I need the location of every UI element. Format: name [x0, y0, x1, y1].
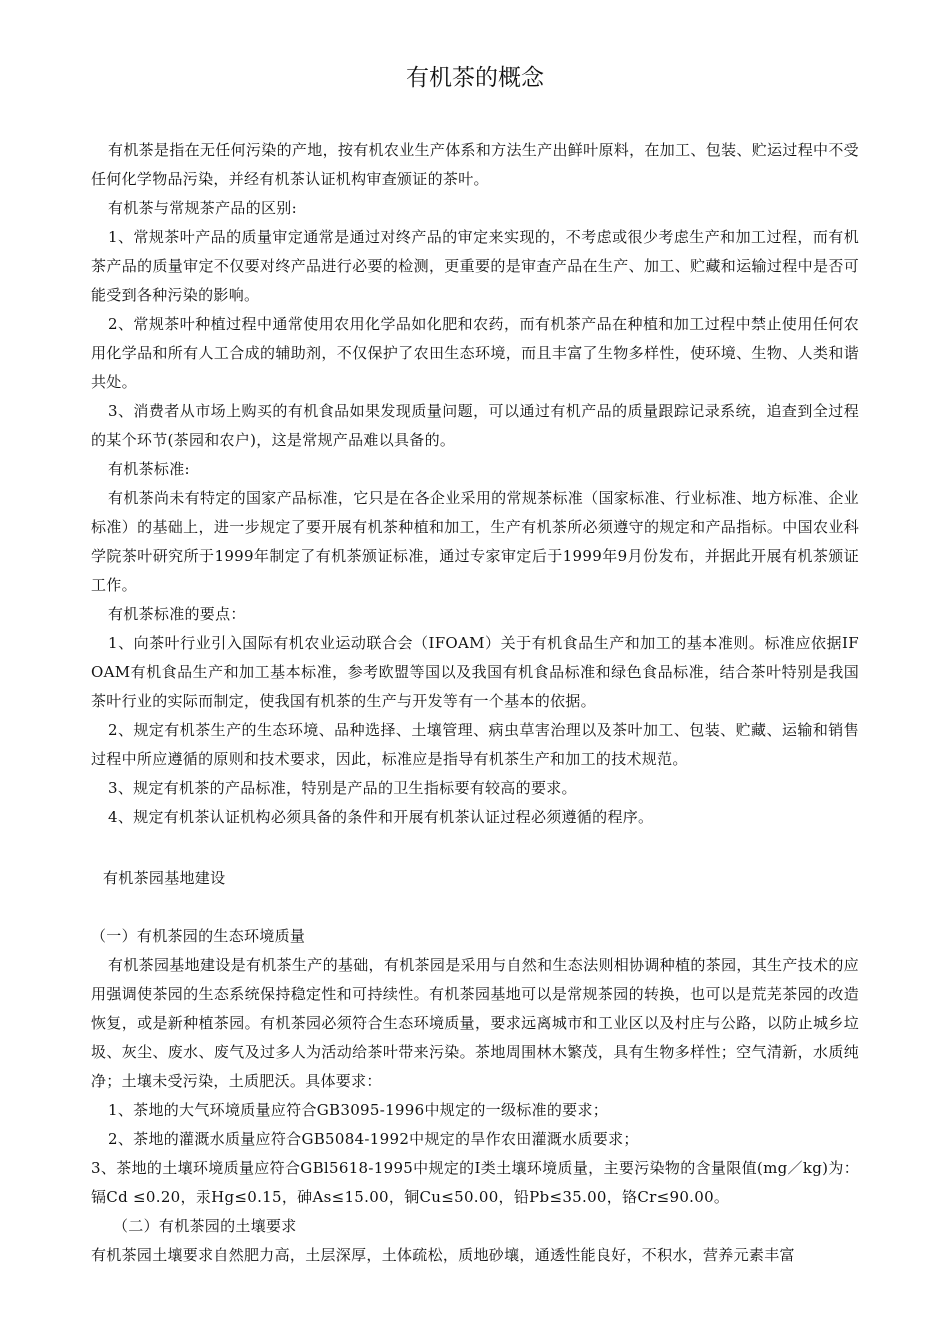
paragraph-key-point-4: 4、规定有机茶认证机构必须具备的条件和开展有机茶认证过程必须遵循的程序。	[108, 808, 654, 826]
paragraph-requirement-water: 2、茶地的灌溉水质量应符合GB5084-1992中规定的旱作农田灌溉水质要求；	[108, 1130, 639, 1148]
paragraph-requirement-soil: 3、茶地的土壤环境质量应符合GBl5618-1995中规定的Ⅰ类土壤环境质量，主要污染物的含量限值(mg／kg)为：镉Cd ≤0.20，汞Hg≤0.15，砷As≤15.00，铜Cu≤50.00，铅Pb≤35.00，铬Cr≤90.00。	[91, 1159, 859, 1206]
paragraph-key-point-2: 2、规定有机茶生产的生态环境、品种选择、土壤管理、病虫草害治理以及茶叶加工、包装、贮藏、运输和销售过程中所应遵循的原则和技术要求，因此，标准应是指导有机茶生产和加工的技术规范。	[91, 721, 859, 768]
paragraph-standard: 有机茶尚未有特定的国家产品标准，它只是在各企业采用的常规茶标准（国家标准、行业标准、地方标准、企业标准）的基础上，进一步规定了要开展有机茶种植和加工，生产有机茶所必须遵守的规定和产品指标。中国农业科学院茶叶研究所于1999年制定了有机茶颁证标准，通过专家审定后于1999年9月份发布，并据此开展有机茶颁证工作。	[91, 489, 859, 594]
subsection-heading-ecology: （一）有机茶园的生态环境质量	[91, 927, 306, 945]
paragraph-difference-2: 2、常规茶叶种植过程中通常使用农用化学品如化肥和农药，而有机茶产品在种植和加工过程中禁止使用任何农用化学品和所有人工合成的辅助剂，不仅保护了农田生态环境，而且丰富了生物多样性，使环境、生物、人类和谐共处。	[91, 315, 859, 391]
paragraph-key-point-3: 3、规定有机茶的产品标准，特别是产品的卫生指标要有较高的要求。	[108, 779, 577, 797]
subsection-heading-soil: （二）有机茶园的土壤要求	[113, 1217, 297, 1235]
section-heading-base-construction: 有机茶园基地建设	[103, 869, 226, 887]
paragraph-soil: 有机茶园土壤要求自然肥力高，土层深厚，土体疏松，质地砂壤，通透性能良好，不积水，营养元素丰富	[91, 1246, 795, 1264]
document-title: 有机茶的概念	[406, 65, 544, 91]
paragraph-requirement-air: 1、茶地的大气环境质量应符合GB3095-1996中规定的一级标准的要求；	[108, 1101, 609, 1119]
paragraph-difference-1: 1、常规茶叶产品的质量审定通常是通过对终产品的审定来实现的，不考虑或很少考虑生产和加工过程，而有机茶产品的质量审定不仅要对终产品进行必要的检测，更重要的是审查产品在生产、加工、贮藏和运输过程中是否可能受到各种污染的影响。	[91, 228, 859, 304]
paragraph-difference-3: 3、消费者从市场上购买的有机食品如果发现质量问题，可以通过有机产品的质量跟踪记录系统，追查到全过程的某个环节(茶园和农户)，这是常规产品难以具备的。	[91, 402, 859, 449]
paragraph-key-point-1: 1、向茶叶行业引入国际有机农业运动联合会（IFOAM）关于有机食品生产和加工的基本准则。标准应依据IFOAM有机食品生产和加工基本标准，参考欧盟等国以及我国有机食品标准和绿色食品标准，结合茶叶特别是我国茶叶行业的实际而制定，使我国有机茶的生产与开发等有一个基本的依据。	[91, 634, 859, 710]
paragraph-heading-difference: 有机茶与常规茶产品的区别:	[108, 199, 297, 217]
paragraph-heading-standard: 有机茶标准:	[108, 460, 190, 478]
paragraph-definition: 有机茶是指在无任何污染的产地，按有机农业生产体系和方法生产出鲜叶原料，在加工、包装、贮运过程中不受任何化学物品污染，并经有机茶认证机构审查颁证的茶叶。	[91, 141, 859, 188]
paragraph-heading-key-points: 有机茶标准的要点：	[108, 605, 246, 623]
paragraph-ecology: 有机茶园基地建设是有机茶生产的基础，有机茶园是采用与自然和生态法则相协调种植的茶园，其生产技术的应用强调使茶园的生态系统保持稳定性和可持续性。有机茶园基地可以是常规茶园的转换，也可以是荒芜茶园的改造恢复，或是新种植茶园。有机茶园必须符合生态环境质量，要求远离城市和工业区以及村庄与公路，以防止城乡垃圾、灰尘、废水、废气及过多人为活动给茶叶带来污染。茶地周围林木繁茂，具有生物多样性；空气清新，水质纯净；土壤未受污染，土质肥沃。具体要求：	[91, 956, 859, 1090]
